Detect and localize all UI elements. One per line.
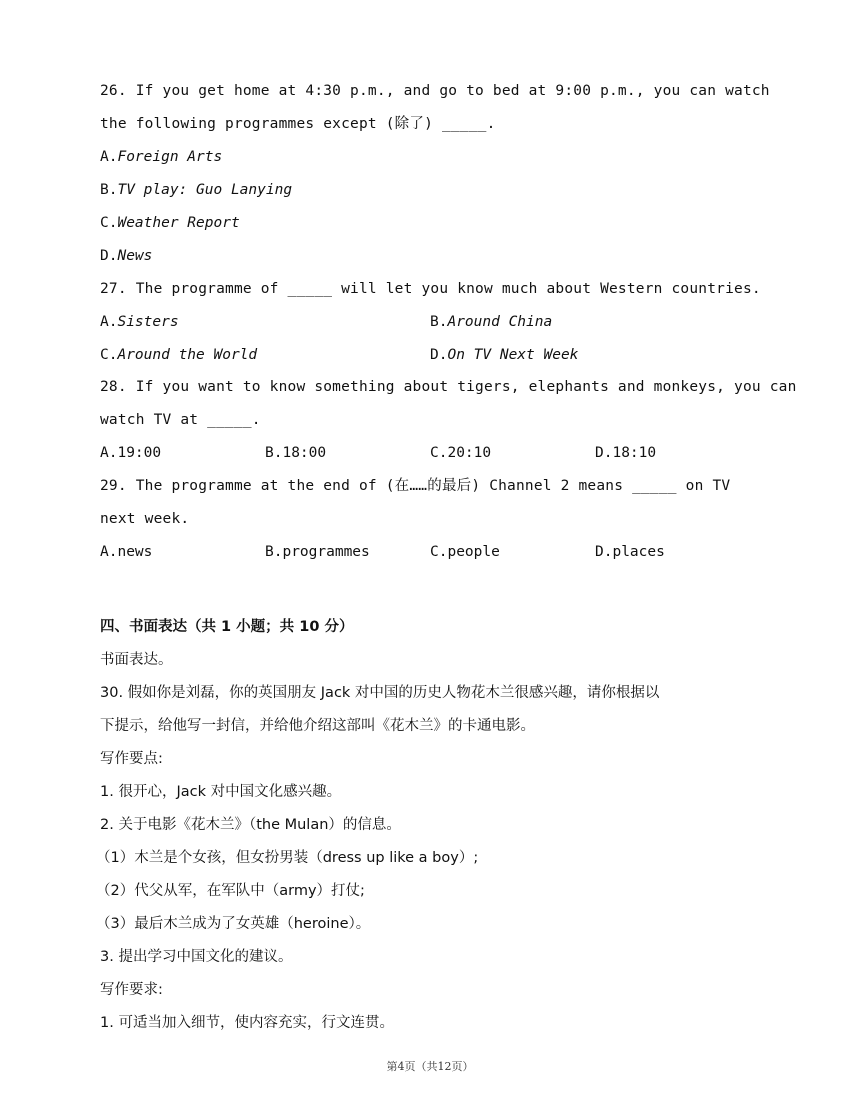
q27-option-b: B.Around China <box>430 314 553 330</box>
q28-option-d: D.18:10 <box>595 445 657 461</box>
q26-line2: the following programmes except (除了) _____. <box>100 116 496 132</box>
q26-option-a: A.Foreign Arts <box>100 149 223 165</box>
writing-points-title: 写作要点: <box>100 751 163 767</box>
writing-requirement-1: 1. 可适当加入细节，使内容充实，行文连贯。 <box>100 1015 394 1031</box>
q27-options-row2 <box>100 345 760 365</box>
q28-option-b: B.18:00 <box>265 445 327 461</box>
writing-point-1: 1. 很开心，Jack 对中国文化感兴趣。 <box>100 784 342 800</box>
q28-line2: watch TV at _____. <box>100 412 261 428</box>
q27-options-row1 <box>100 312 760 332</box>
section4-heading: 四、书面表达（共 1 小题；共 10 分） <box>100 619 354 635</box>
writing-requirements-title: 写作要求: <box>100 982 163 998</box>
q26-option-c: C.Weather Report <box>100 215 240 231</box>
q29-line1: 29. The programme at the end of (在……的最后) Channel 2 means _____ on TV <box>100 478 731 494</box>
q27-line1: 27. The programme of _____ will let you know much about Western countries. <box>100 281 761 297</box>
q28-line1: 28. If you want to know something about tigers, elephants and monkeys, you can <box>100 379 797 395</box>
q30-line1: 30. 假如你是刘磊，你的英国朋友 Jack 对中国的历史人物花木兰很感兴趣，请你根据以 <box>100 685 660 701</box>
q26-line1: 26. If you get home at 4:30 p.m., and go to bed at 9:00 p.m., you can watch <box>100 83 770 99</box>
writing-point-3: 3. 提出学习中国文化的建议。 <box>100 949 293 965</box>
section4-intro: 书面表达。 <box>100 652 173 668</box>
q26-option-d: D.News <box>100 248 153 264</box>
q29-option-c: C.people <box>430 544 500 560</box>
writing-point-2: 2. 关于电影《花木兰》（the Mulan）的信息。 <box>100 817 401 833</box>
q29-line2: next week. <box>100 511 190 527</box>
q29-option-b: B.programmes <box>265 544 370 560</box>
writing-point-2-2: （2）代父从军，在军队中（army）打仗; <box>96 883 365 899</box>
q29-option-a: A.news <box>100 544 153 560</box>
q27-option-c: C.Around the World <box>100 347 258 363</box>
q27-option-d: D.On TV Next Week <box>430 347 579 363</box>
writing-point-2-1: （1）木兰是个女孩，但女扮男装（dress up like a boy）; <box>96 850 479 866</box>
q28-option-a: A.19:00 <box>100 445 162 461</box>
q27-option-a: A.Sisters <box>100 314 179 330</box>
q30-line2: 下提示，给他写一封信，并给他介绍这部叫《花木兰》的卡通电影。 <box>100 718 535 734</box>
writing-point-2-3: （3）最后木兰成为了女英雄（heroine）。 <box>96 916 371 932</box>
page-footer: 第4页（共12页） <box>386 1060 474 1073</box>
q26-option-b: B.TV play: Guo Lanying <box>100 182 293 198</box>
q28-option-c: C.20:10 <box>430 445 492 461</box>
q29-option-d: D.places <box>595 544 665 560</box>
